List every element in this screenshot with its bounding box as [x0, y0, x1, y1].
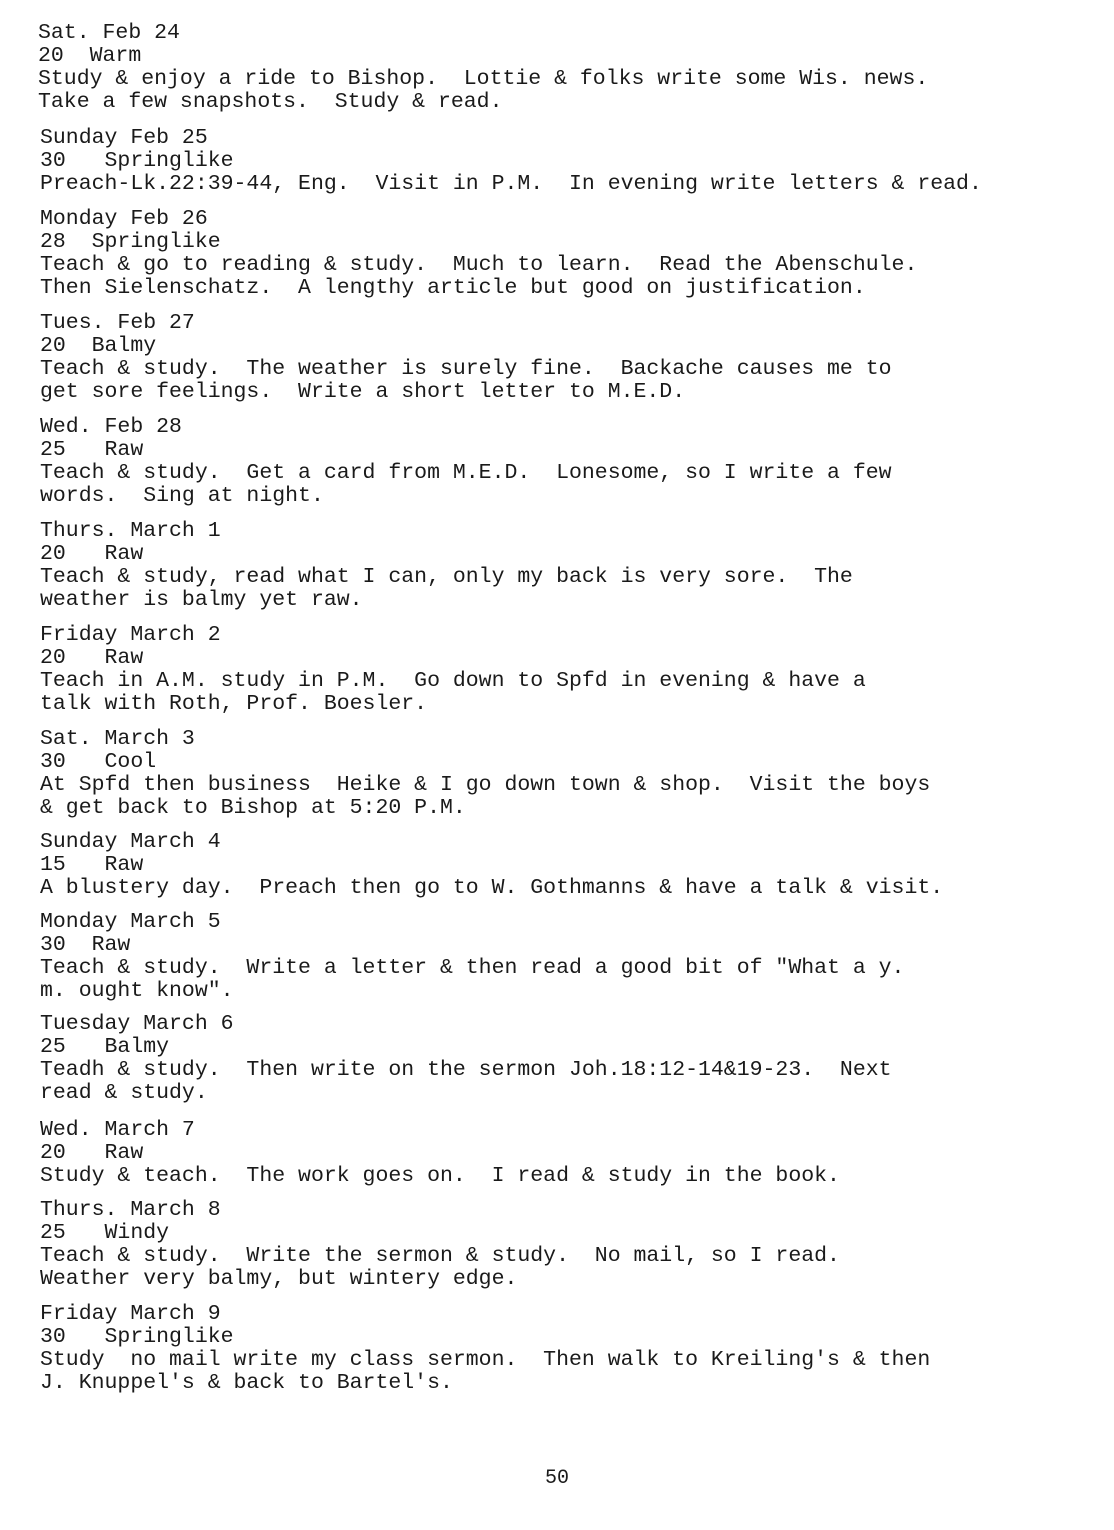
entry-weather: 30 Springlike	[40, 149, 234, 173]
entry-weather: 25 Raw	[40, 438, 144, 462]
diary-entry	[40, 831, 1110, 900]
entry-text-line: Study & enjoy a ride to Bishop. Lottie & folks write some Wis. news.	[38, 67, 929, 91]
diary-entry	[38, 22, 1108, 114]
page-number: 50	[544, 1467, 569, 1490]
entry-text-line: get sore feelings. Write a short letter to M.E.D.	[40, 380, 686, 404]
entry-text-line: Teach & study. Write a letter & then read a good bit of "What a y.	[40, 956, 905, 980]
entry-text-line: Take a few snapshots. Study & read.	[38, 90, 503, 114]
entry-text-line: weather is balmy yet raw.	[40, 588, 363, 612]
entry-text-line: Teach & go to reading & study. Much to learn. Read the Abenschule.	[40, 253, 918, 277]
entry-date: Tuesday March 6	[40, 1012, 234, 1036]
entry-text-line: words. Sing at night.	[40, 484, 324, 508]
entry-text-line: A blustery day. Preach then go to W. Gothmanns & have a talk & visit.	[40, 876, 944, 900]
entry-text-line: Teach in A.M. study in P.M. Go down to Spfd in evening & have a	[40, 669, 866, 693]
entry-weather: 20 Raw	[40, 542, 144, 566]
entry-text-line: Study no mail write my class sermon. Then walk to Kreiling's & then	[40, 1348, 931, 1372]
entry-text-line: J. Knuppel's & back to Bartel's.	[40, 1371, 453, 1395]
entry-weather: 30 Raw	[40, 933, 131, 957]
entry-text-line: read & study.	[40, 1081, 208, 1105]
diary-entry	[40, 624, 1110, 716]
entry-text-line: m. ought know".	[40, 979, 234, 1003]
entry-date: Thurs. March 8	[40, 1198, 221, 1222]
entry-weather: 20 Raw	[40, 1141, 144, 1165]
entry-date: Friday March 9	[40, 1302, 221, 1326]
entry-weather: 30 Cool	[40, 750, 157, 774]
diary-entry	[40, 728, 1110, 820]
entry-date: Sunday March 4	[40, 830, 221, 854]
entry-text-line: Study & teach. The work goes on. I read & study in the book.	[40, 1164, 840, 1188]
entry-text-line: Preach-Lk.22:39-44, Eng. Visit in P.M. In evening write letters & read.	[40, 172, 982, 196]
entry-weather: 25 Windy	[40, 1221, 170, 1245]
entry-date: Monday Feb 26	[40, 207, 208, 231]
entry-date: Wed. March 7	[40, 1118, 195, 1142]
diary-entry	[40, 1303, 1110, 1395]
diary-entry	[40, 127, 1110, 196]
entry-text-line: Weather very balmy, but wintery edge.	[40, 1267, 518, 1291]
entry-text-line: Teach & study. The weather is surely fine. Backache causes me to	[40, 357, 892, 381]
entry-weather: 20 Raw	[40, 646, 144, 670]
entry-weather: 20 Balmy	[40, 334, 157, 358]
diary-entry	[40, 520, 1110, 612]
diary-entry	[40, 208, 1110, 300]
entry-weather: 25 Balmy	[40, 1035, 170, 1059]
entry-date: Friday March 2	[40, 623, 221, 647]
entry-weather: 15 Raw	[40, 853, 144, 877]
entry-date: Sunday Feb 25	[40, 126, 208, 150]
entry-text-line: Teadh & study. Then write on the sermon Joh.18:12-14&19-23. Next	[40, 1058, 892, 1082]
entry-weather: 20 Warm	[38, 44, 142, 68]
entry-text-line: Then Sielenschatz. A lengthy article but good on justification.	[40, 276, 866, 300]
entry-text-line: & get back to Bishop at 5:20 P.M.	[40, 796, 466, 820]
diary-entry	[40, 911, 1110, 1003]
diary-entry	[40, 1119, 1110, 1188]
entry-date: Monday March 5	[40, 910, 221, 934]
entry-date: Sat. Feb 24	[38, 21, 180, 45]
diary-entry	[40, 312, 1110, 404]
diary-entry	[40, 1199, 1110, 1291]
diary-entry	[40, 416, 1110, 508]
entry-date: Tues. Feb 27	[40, 311, 195, 335]
entry-text-line: Teach & study. Get a card from M.E.D. Lonesome, so I write a few	[40, 461, 892, 485]
entry-text-line: talk with Roth, Prof. Boesler.	[40, 692, 428, 716]
entry-date: Wed. Feb 28	[40, 415, 182, 439]
entry-weather: 30 Springlike	[40, 1325, 234, 1349]
entry-text-line: Teach & study, read what I can, only my back is very sore. The	[40, 565, 853, 589]
entry-date: Thurs. March 1	[40, 519, 221, 543]
entry-weather: 28 Springlike	[40, 230, 221, 254]
entry-date: Sat. March 3	[40, 727, 195, 751]
entry-text-line: At Spfd then business Heike & I go down town & shop. Visit the boys	[40, 773, 931, 797]
entry-text-line: Teach & study. Write the sermon & study. No mail, so I read.	[40, 1244, 840, 1268]
diary-entry	[40, 1013, 1110, 1105]
